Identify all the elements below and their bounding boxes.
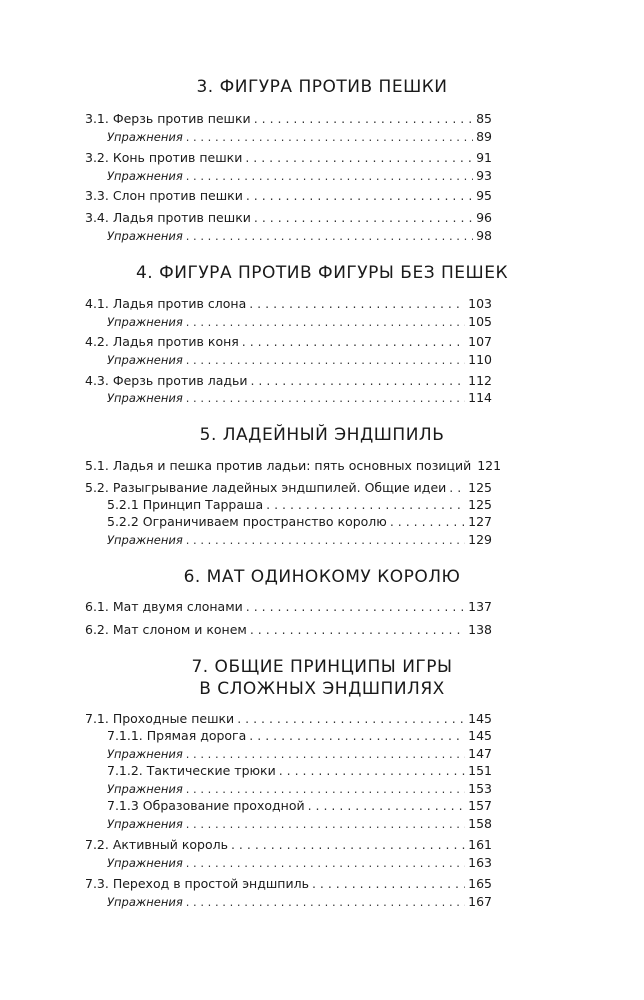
toc-entry[interactable]: 6.1. Мат двумя слонами . . . 137 [85, 599, 492, 614]
section-heading-line-1: 7. ОБЩИЕ ПРИНЦИПЫ ИГРЫ [191, 657, 453, 677]
toc-exercises-entry[interactable]: Упражнения . . . 114 [107, 390, 492, 406]
toc-entry[interactable]: 6.2. Мат слоном и конем . . . 138 [85, 622, 492, 637]
section-heading-line-2: В СЛОЖНЫХ ЭНДШПИЛЯХ [199, 679, 445, 699]
toc-entry[interactable]: 3.2. Конь против пешки . . . 91 [85, 150, 492, 165]
toc-subentry[interactable]: 7.1.2. Тактические трюки . . . 151 [107, 763, 492, 778]
section-heading: 5. ЛАДЕЙНЫЙ ЭНДШПИЛЬ [199, 425, 445, 445]
toc-exercises-entry[interactable]: Упражнения . . . 147 [107, 746, 492, 762]
toc-exercises-entry[interactable]: Упражнения . . . 153 [107, 781, 492, 797]
toc-exercises-entry[interactable]: Упражнения . . . 105 [107, 314, 492, 330]
toc-exercises-entry[interactable]: Упражнения . . . 98 [107, 228, 492, 244]
toc-entry[interactable]: 3.4. Ладья против пешки . . . 96 [85, 210, 492, 225]
section-heading: 3. ФИГУРА ПРОТИВ ПЕШКИ [196, 77, 448, 97]
toc-subentry[interactable]: 7.1.3 Образование проходной . . . 157 [107, 798, 492, 813]
toc-exercises-entry[interactable]: Упражнения . . . 158 [107, 816, 492, 832]
toc-subentry[interactable]: 7.1.1. Прямая дорога . . . 145 [107, 728, 492, 743]
toc-subentry[interactable]: 5.2.1 Принцип Тарраша . . . 125 [107, 497, 492, 512]
toc-entry[interactable]: 4.1. Ладья против слона . . . 103 [85, 296, 492, 311]
toc-exercises-entry[interactable]: Упражнения . . . 110 [107, 352, 492, 368]
toc-entry[interactable]: 7.2. Активный король . . . 161 [85, 837, 492, 852]
section-heading: 6. МАТ ОДИНОКОМУ КОРОЛЮ [183, 567, 461, 587]
toc-entry[interactable]: 5.1. Ладья и пешка против ладьи: пять основных позиций 121 [85, 458, 502, 473]
toc-exercises-entry[interactable]: Упражнения . . . 129 [107, 532, 492, 548]
toc-entry[interactable]: 7.3. Переход в простой эндшпиль . . . 165 [85, 876, 492, 891]
toc-entry[interactable]: 3.3. Слон против пешки . . . 95 [85, 188, 492, 203]
toc-subentry[interactable]: 5.2.2 Ограничиваем пространство королю . . . 127 [107, 514, 492, 529]
toc-exercises-entry[interactable]: Упражнения . . . 93 [107, 168, 492, 184]
toc-exercises-entry[interactable]: Упражнения . . . 167 [107, 894, 492, 910]
toc-exercises-entry[interactable]: Упражнения . . . 163 [107, 855, 492, 871]
toc-entry[interactable]: 3.1. Ферзь против пешки . . . 85 [85, 111, 492, 126]
toc-entry[interactable]: 4.3. Ферзь против ладьи . . . 112 [85, 373, 492, 388]
section-heading: 4. ФИГУРА ПРОТИВ ФИГУРЫ БЕЗ ПЕШЕК [135, 263, 509, 283]
toc-entry[interactable]: 4.2. Ладья против коня . . . 107 [85, 334, 492, 349]
toc-entry[interactable]: 7.1. Проходные пешки . . . 145 [85, 711, 492, 726]
toc-entry[interactable]: 5.2. Разыгрывание ладейных эндшпилей. Общие идеи . . . 125 [85, 480, 492, 495]
toc-exercises-entry[interactable]: Упражнения . . . 89 [107, 129, 492, 145]
